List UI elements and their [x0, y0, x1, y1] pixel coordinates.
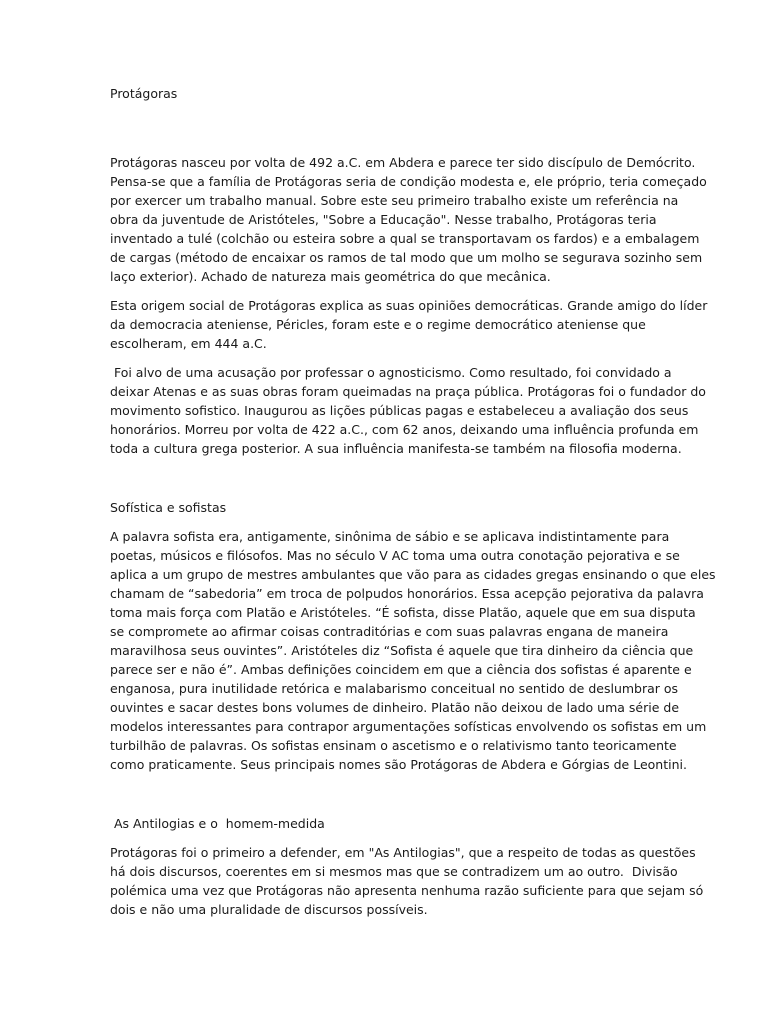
- intro-paragraph-3: Foi alvo de uma acusação por professar o agnosticismo. Como resultado, foi convidado a deixar Atenas e as suas obras foram queimadas na praça pública. Protágoras foi o fundador do movimento sofistico. Inaugurou as lições públicas pagas e estabeleceu a avaliação dos seus honorários. Morreu por volta de 422 a.C., com 62 anos, deixando uma influência profunda em toda a cultura grega posterior. A sua influência manifesta-se também na filosofia moderna.: [110, 365, 706, 456]
- document-page: [110, 84, 716, 919]
- section-heading-antilogias: As Antilogias e o homem-medida: [110, 816, 325, 831]
- intro-paragraph-2: Esta origem social de Protágoras explica as suas opiniões democráticas. Grande amigo do líder da democracia ateniense, Péricles, foram este e o regime democrático ateniense que escolheram, em 444 a.C.: [110, 298, 708, 351]
- section-heading-sofistica: Sofística e sofistas: [110, 500, 227, 515]
- antilogias-paragraph: Protágoras foi o primeiro a defender, em "As Antilogias", que a respeito de todas as questões há dois discursos, coerentes em si mesmos mas que se contradizem um ao outro. Divisão polémica uma vez que Protágoras não apresenta nenhuma razão suficiente para que sejam só dois e não uma pluralidade de discursos possíveis.: [110, 845, 704, 917]
- document-title: Protágoras: [110, 86, 178, 101]
- intro-paragraph-1: Protágoras nasceu por volta de 492 a.C. em Abdera e parece ter sido discípulo de Demócrito. Pensa-se que a família de Protágoras seria de condição modesta e, ele próprio, teria começado por exercer um trabalho manual. Sobre este seu primeiro trabalho existe um referência na obra da juventude de Aristóteles, "Sobre a Educação". Nesse trabalho, Protágoras teria inventado a tulé (colchão ou esteira sobre a qual se transportavam os fardos) e a embalagem de cargas (método de encaixar os ramos de tal modo que um molho se segurava sozinho sem laço exterior). Achado de natureza mais geométrica do que mecânica.: [110, 155, 707, 284]
- sofistica-paragraph: A palavra sofista era, antigamente, sinônima de sábio e se aplicava indistintamente para poetas, músicos e filósofos. Mas no século V AC toma uma outra conotação pejorativa e se aplica a um grupo de mestres ambulantes que vão para as cidades gregas ensinando o que eles chamam de “sabedoria” em troca de polpudos honorários. Essa acepção pejorativa da palavra toma mais força com Platão e Aristóteles. “É sofista, disse Platão, aquele que em sua disputa se compromete ao afirmar coisas contraditórias e com suas palavras engana de maneira maravilhosa seus ouvintes”. Aristóteles diz “Sofista é aquele que tira dinheiro da ciência que parece ser e não é”. Ambas definições coincidem em que a ciência dos sofistas é aparente e enganosa, pura inutilidade retórica e malabarismo conceitual no sentido de deslumbrar os ouvintes e sacar destes bons volumes de dinheiro. Platão não deixou de lado uma série de modelos interessantes para contrapor argumentações sofísticas envolvendo os sofistas em um turbilhão de palavras. Os sofistas ensinam o ascetismo e o relativismo tanto teoricamente como praticamente. Seus principais nomes são Protágoras de Abdera e Górgias de Leontini.: [110, 529, 716, 772]
